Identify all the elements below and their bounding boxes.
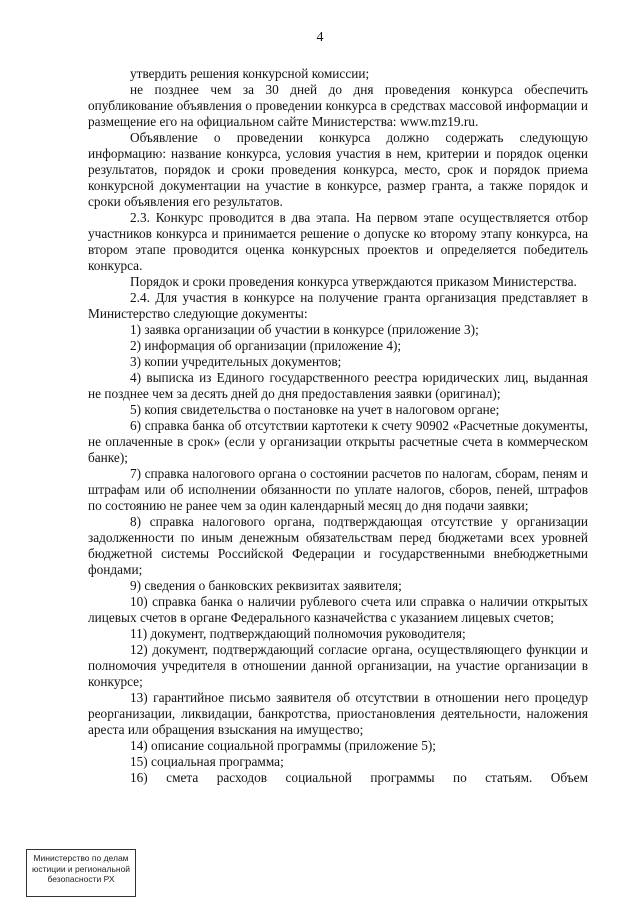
paragraph: Объявление о проведении конкурса должно содержать следующую информацию: название конкурса, условия участия в нем, критерии и порядок оценки результатов, порядок и сроки проведения конкурса, место, срок и порядок приема конкурсной документации на участие в конкурсе, размер гранта, а также порядок и сроки объявления его результатов. <box>88 130 588 209</box>
list-item: 11) документ, подтверждающий полномочия руководителя; <box>130 626 466 641</box>
paragraph: Порядок и сроки проведения конкурса утверждаются приказом Министерства. <box>130 274 577 289</box>
registration-stamp <box>26 849 136 897</box>
list-item: 4) выписка из Единого государственного реестра юридических лиц, выданная не позднее чем за десять дней до дня предоставления заявки (оригинал); <box>88 370 588 401</box>
list-item: 13) гарантийное письмо заявителя об отсутствии в отношении него процедур реорганизации, ликвидации, банкротства, приостановления деятельности, наложения ареста или обращения взыскания на имущество; <box>88 690 588 737</box>
stamp-line: юстиции и региональной <box>31 863 131 874</box>
list-item: 5) копия свидетельства о постановке на учет в налоговом органе; <box>130 402 500 417</box>
list-item: 3) копии учредительных документов; <box>130 354 342 369</box>
stamp-line: Министерство по делам <box>33 853 129 863</box>
list-item: 16) смета расходов социальной программы по статьям. Объем <box>130 770 588 785</box>
paragraph: не позднее чем за 30 дней до дня проведения конкурса обеспечить опубликование объявления о проведении конкурса в средствах массовой информации и размещение его на официальном сайте Министерства: www.mz19.ru. <box>88 82 588 129</box>
list-item: 10) справка банка о наличии рублевого счета или справка о наличии открытых лицевых счетов в органе Федерального казначейства с указанием лицевых счетов; <box>88 594 588 625</box>
list-item: 7) справка налогового органа о состоянии расчетов по налогам, сборам, пеням и штрафам или об исполнении обязанности по уплате налогов, сборов, пеней, штрафов по состоянию не ранее чем за один календарный месяц до дня подачи заявки; <box>88 466 588 513</box>
list-item: 14) описание социальной программы (приложение 5); <box>130 738 436 753</box>
list-item: 1) заявка организации об участии в конкурсе (приложение 3); <box>130 322 479 337</box>
stamp-line: безопасности РХ <box>47 874 115 884</box>
list-item: 8) справка налогового органа, подтверждающая отсутствие у организации задолженности по иным денежным обязательствам перед бюджетами всех уровней бюджетной системы Российской Федерации и государственными внебюджетными фондами; <box>88 514 588 577</box>
paragraph: 2.3. Конкурс проводится в два этапа. На первом этапе осуществляется отбор участников конкурса и принимается решение о допуске ко второму этапу конкурса, на втором этапе проводится оценка конкурсных проектов и определяется победитель конкурса. <box>88 210 588 273</box>
paragraph: 2.4. Для участия в конкурсе на получение гранта организация представляет в Министерство следующие документы: <box>88 290 588 321</box>
list-item: 6) справка банка об отсутствии картотеки к счету 90902 «Расчетные документы, не оплаченные в срок» (если у организации открыты расчетные счета в коммерческом банке); <box>88 418 588 465</box>
paragraph: утвердить решения конкурсной комиссии; <box>130 66 370 81</box>
document-body <box>88 66 588 786</box>
list-item: 15) социальная программа; <box>130 754 284 769</box>
list-item: 2) информация об организации (приложение 4); <box>130 338 402 353</box>
page-number: 4 <box>316 30 324 45</box>
list-item: 9) сведения о банковских реквизитах заявителя; <box>130 578 402 593</box>
list-item: 12) документ, подтверждающий согласие органа, осуществляющего функции и полномочия учредителя в отношении данной организации, на участие организации в конкурсе; <box>88 642 588 689</box>
